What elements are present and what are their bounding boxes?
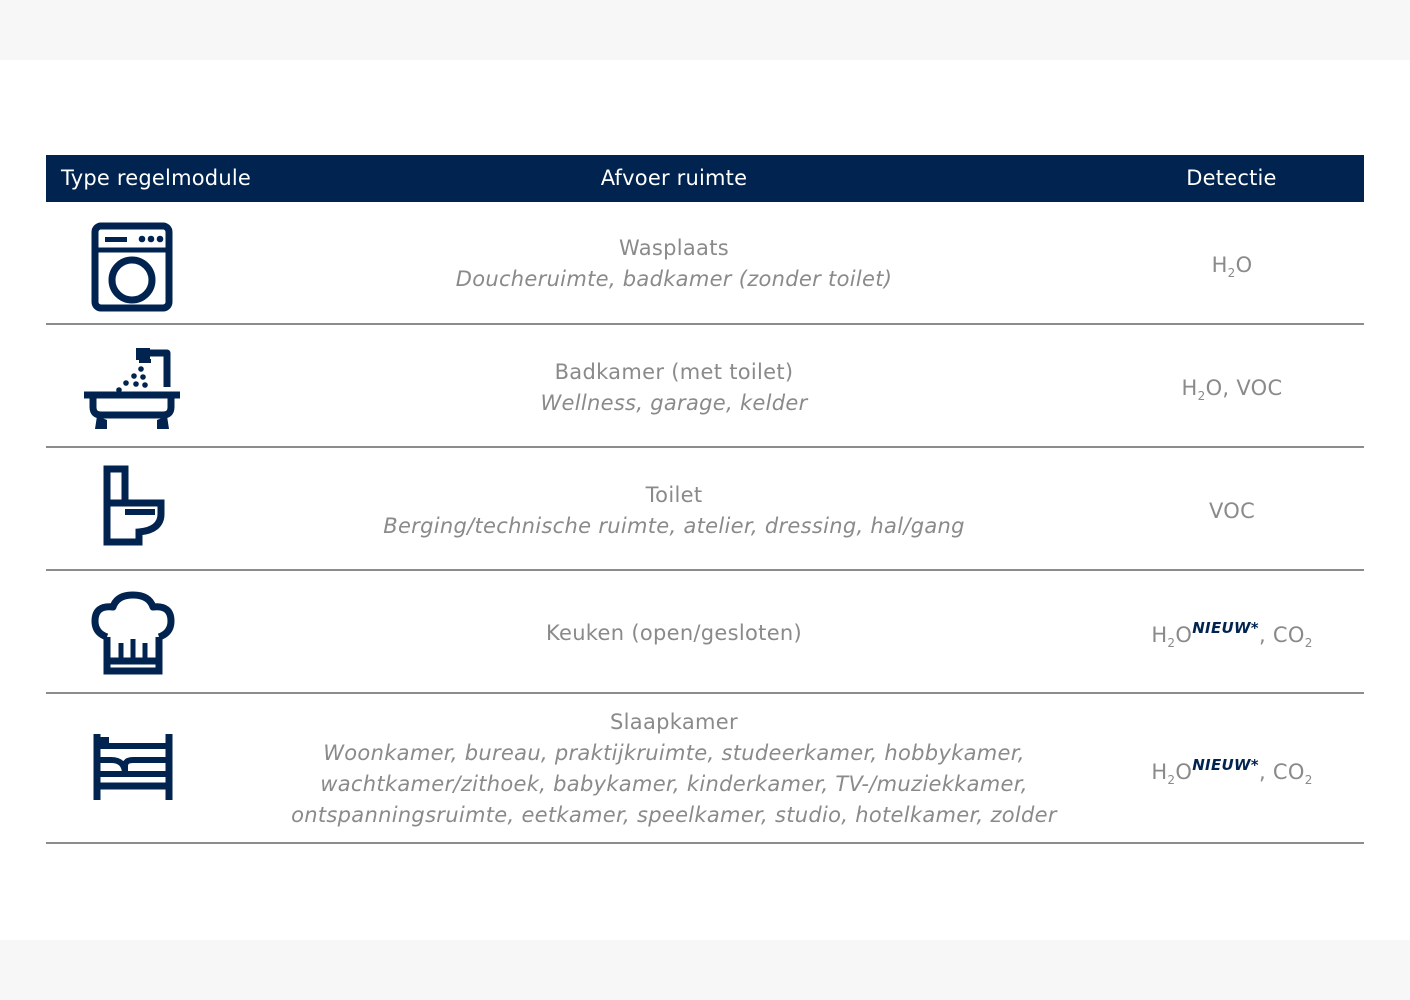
detect-o: O, VOC (1205, 376, 1283, 400)
detect-co: , CO (1258, 623, 1305, 647)
table-row (46, 571, 1364, 694)
module-table (46, 155, 1364, 844)
detect-h: H (1151, 623, 1168, 647)
room-cell (246, 357, 1102, 419)
toilet-icon (81, 462, 185, 566)
detection-cell (1126, 756, 1338, 787)
room-extra-line: wachtkamer/zithoek, babykamer, kinderkamer, TV-/muziekkamer, (320, 772, 1028, 796)
detect-subscript: 2 (1167, 773, 1176, 787)
detect-o: O (1175, 623, 1193, 647)
header-detectie: Detectie (1186, 166, 1277, 190)
room-cell (246, 480, 1102, 542)
table-row (46, 448, 1364, 571)
new-badge: NIEUW* (1192, 619, 1259, 637)
bathtub-icon (81, 339, 185, 443)
detect-co-subscript: 2 (1304, 773, 1313, 787)
chef-hat-icon (81, 583, 185, 687)
table-header (46, 155, 1364, 202)
detect-o: O (1235, 253, 1253, 277)
detection-cell (1126, 253, 1338, 280)
bed-icon (81, 716, 185, 820)
detection-cell (1126, 376, 1338, 403)
room-cell (246, 233, 1102, 295)
header-afvoer-ruimte: Afvoer ruimte (600, 166, 748, 190)
detect-h: H (1211, 253, 1228, 277)
detect-h: H (1181, 376, 1198, 400)
room-extra-line: ontspanningsruimte, eetkamer, speelkamer, studio, hotelkamer, zolder (291, 803, 1057, 827)
bottom-band (0, 940, 1410, 1000)
room-name: Wasplaats (618, 236, 729, 260)
top-band (0, 0, 1410, 60)
room-name: Badkamer (met toilet) (554, 360, 794, 384)
detect-co-subscript: 2 (1304, 636, 1313, 650)
detect-h: H (1151, 760, 1168, 784)
detection-cell (1126, 499, 1338, 523)
detect-subscript: 2 (1167, 636, 1176, 650)
room-extra: Berging/technische ruimte, atelier, dressing, hal/gang (383, 514, 965, 538)
detect-voc: VOC (1208, 499, 1256, 523)
table-row (46, 694, 1364, 844)
room-cell (246, 618, 1102, 649)
room-cell (246, 707, 1102, 831)
header-type-regelmodule: Type regelmodule (61, 166, 251, 190)
detection-cell (1126, 619, 1338, 650)
room-name: Keuken (open/gesloten) (545, 621, 803, 645)
detect-co: , CO (1258, 760, 1305, 784)
detect-o: O (1175, 760, 1193, 784)
room-name: Toilet (645, 483, 703, 507)
room-extra-line: Woonkamer, bureau, praktijkruimte, studeerkamer, hobbykamer, (323, 741, 1025, 765)
table-row (46, 325, 1364, 448)
washing-machine-icon (81, 216, 185, 320)
room-extra: Doucheruimte, badkamer (zonder toilet) (455, 267, 893, 291)
room-name: Slaapkamer (610, 710, 738, 734)
new-badge: NIEUW* (1192, 756, 1259, 774)
detect-subscript: 2 (1227, 266, 1236, 280)
room-extra: Wellness, garage, kelder (540, 391, 808, 415)
table-row (46, 202, 1364, 325)
detect-subscript: 2 (1197, 389, 1206, 403)
